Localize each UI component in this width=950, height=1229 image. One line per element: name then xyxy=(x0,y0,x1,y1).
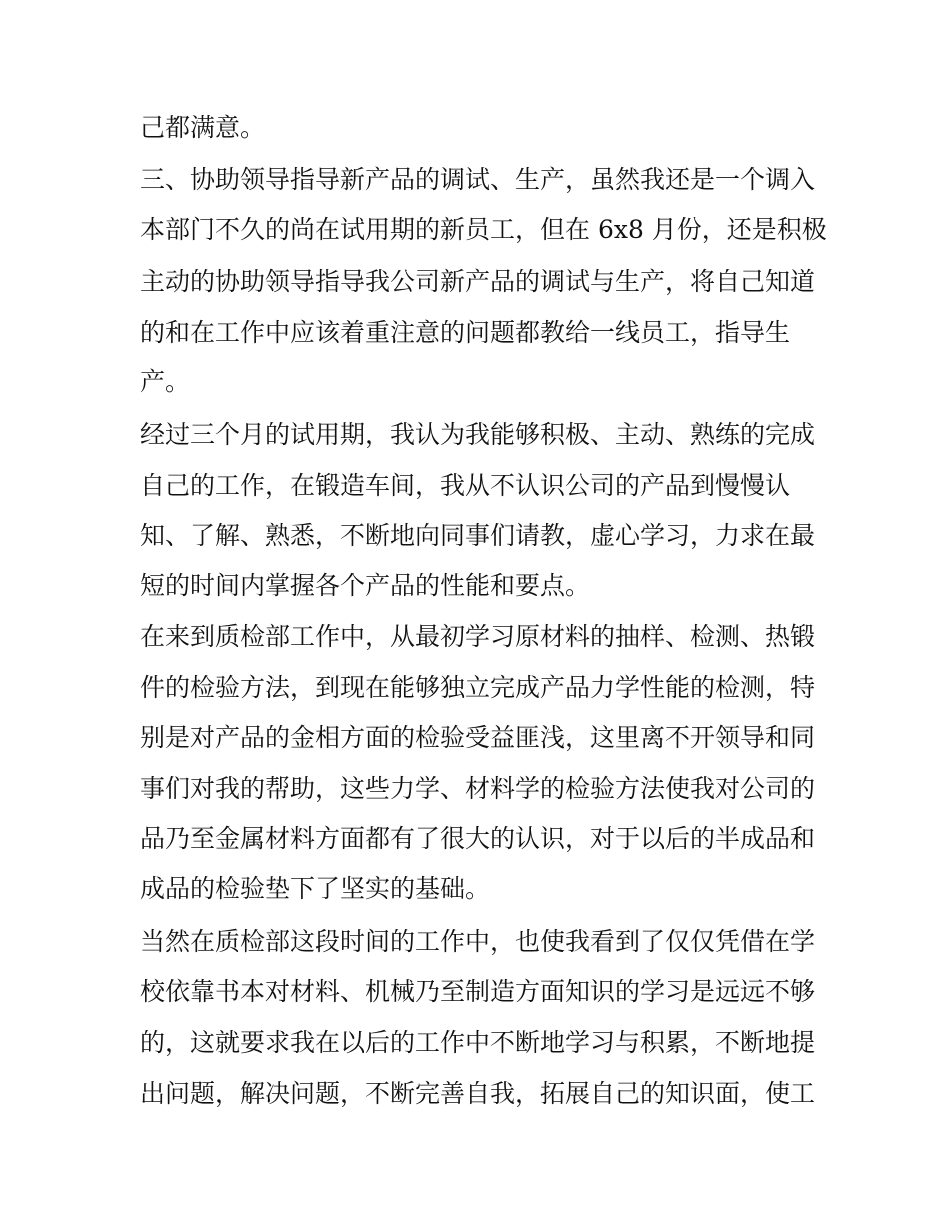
text-line: 的和在工作中应该着重注意的问题都教给一线员工，指导生 xyxy=(140,318,791,347)
text-line: 产。 xyxy=(140,367,191,396)
text-line: 成品的检验垫下了坚实的基础。 xyxy=(140,874,491,903)
text-line: 本部门不久的尚在试用期的新员工，但在 6x8 月份，还是积极 xyxy=(140,215,827,244)
text-line: 件的检验方法，到现在能够独立完成产品力学性能的检测，特 xyxy=(140,673,816,702)
text-line: 主动的协助领导指导我公司新产品的调试与生产，将自己知道 xyxy=(140,267,816,296)
text-line: 出问题，解决问题，不断完善自我，拓展自己的知识面，使工 xyxy=(140,1079,816,1108)
text-line: 知、了解、熟悉，不断地向同事们请教，虚心学习，力求在最 xyxy=(140,521,816,550)
text-line: 品乃至金属材料方面都有了很大的认识，对于以后的半成品和 xyxy=(140,824,816,853)
text-line: 经过三个月的试用期，我认为我能够积极、主动、熟练的完成 xyxy=(140,420,816,449)
text-line: 的，这就要求我在以后的工作中不断地学习与积累，不断地提 xyxy=(140,1028,816,1057)
text-line: 己都满意。 xyxy=(140,113,266,142)
text-line: 校依靠书本对材料、机械乃至制造方面知识的学习是远远不够 xyxy=(140,977,816,1006)
text-line: 自己的工作，在锻造车间，我从不认识公司的产品到慢慢认 xyxy=(140,471,791,500)
text-line: 三、协助领导指导新产品的调试、生产，虽然我还是一个调入 xyxy=(140,165,816,194)
text-line: 事们对我的帮助，这些力学、材料学的检验方法使我对公司的 xyxy=(140,774,816,803)
text-line: 短的时间内掌握各个产品的性能和要点。 xyxy=(140,571,591,600)
text-line: 在来到质检部工作中，从最初学习原材料的抽样、检测、热锻 xyxy=(140,622,816,651)
text-line: 当然在质检部这段时间的工作中，也使我看到了仅仅凭借在学 xyxy=(140,927,816,956)
text-line: 别是对产品的金相方面的检验受益匪浅，这里离不开领导和同 xyxy=(140,723,816,752)
